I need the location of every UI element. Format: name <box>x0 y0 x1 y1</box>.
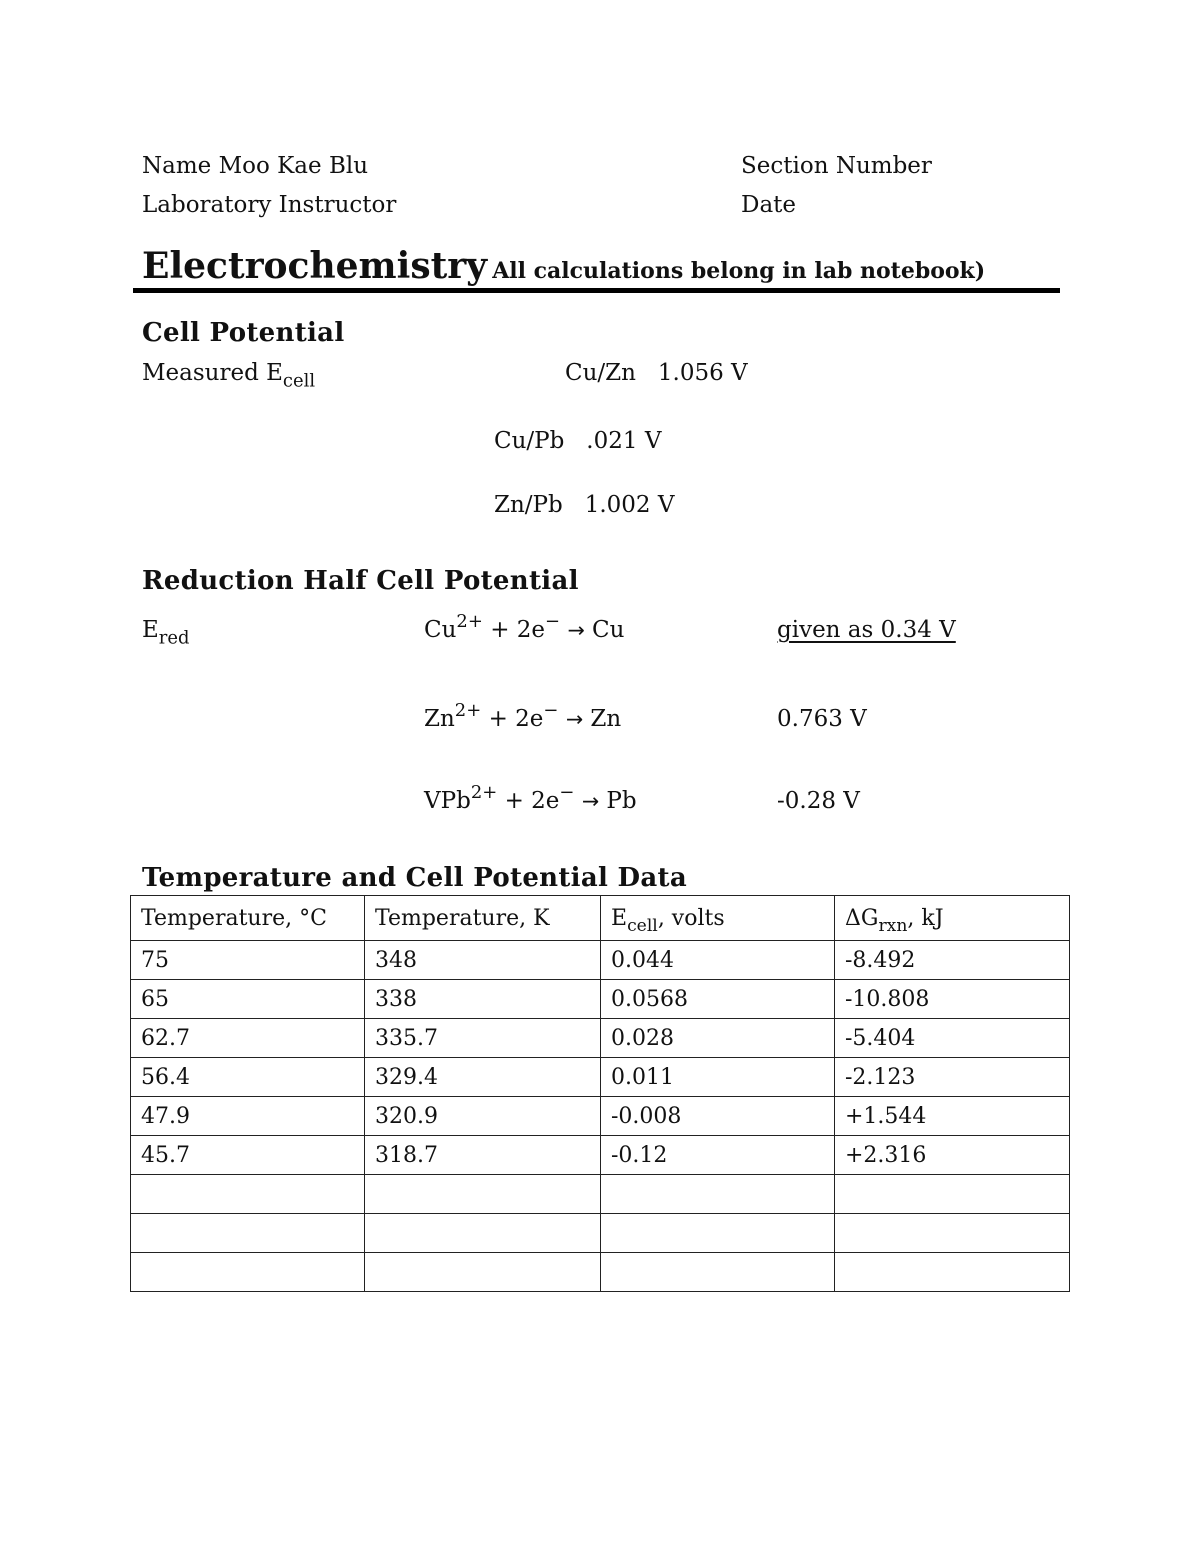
date-field: Date <box>741 192 797 218</box>
header-delta-g: $\Delta G_{rxn}$, kJ <box>835 896 1070 941</box>
section-number-field: Section Number <box>741 153 932 179</box>
table-cell <box>131 1175 365 1214</box>
table-row <box>131 1019 1070 1058</box>
table-row <box>131 1136 1070 1175</box>
table-row <box>131 1214 1070 1253</box>
table-cell: -5.404 <box>835 1019 1070 1058</box>
cell-row-cu-zn <box>565 360 748 386</box>
half-value-cu: given as 0.34 V <box>777 617 956 643</box>
table-cell: -0.008 <box>601 1097 835 1136</box>
cell-pair: Cu/Zn <box>565 360 636 386</box>
title-note: All calculations belong in lab notebook) <box>492 258 986 284</box>
table-cell: 75 <box>131 941 365 980</box>
table-row <box>131 1253 1070 1292</box>
title-main: Electrochemistry <box>142 245 488 287</box>
cell-row-zn-pb <box>494 492 674 518</box>
table-cell: -2.123 <box>835 1058 1070 1097</box>
table-cell: 65 <box>131 980 365 1019</box>
table-cell <box>835 1214 1070 1253</box>
table-row <box>131 941 1070 980</box>
table-cell: 329.4 <box>365 1058 601 1097</box>
table-cell <box>601 1214 835 1253</box>
page-title <box>142 245 985 287</box>
cell-pair: Cu/Pb <box>494 428 565 454</box>
table-cell <box>365 1253 601 1292</box>
cell-pair: Zn/Pb <box>494 492 563 518</box>
instructor-field: Laboratory Instructor <box>142 192 397 218</box>
title-rule <box>133 288 1060 293</box>
table-cell: 348 <box>365 941 601 980</box>
table-header-row <box>131 896 1070 941</box>
table-cell: +2.316 <box>835 1136 1070 1175</box>
table-row <box>131 1058 1070 1097</box>
table-row <box>131 1175 1070 1214</box>
table-cell <box>601 1253 835 1292</box>
header-ecell: $E_{cell}$, volts <box>601 896 835 941</box>
table-cell: 45.7 <box>131 1136 365 1175</box>
table-cell <box>835 1253 1070 1292</box>
table-cell: 335.7 <box>365 1019 601 1058</box>
table-cell: 338 <box>365 980 601 1019</box>
table-cell: +1.544 <box>835 1097 1070 1136</box>
half-reaction-zn: $Zn^{2+} + 2e^- \to Zn$ <box>424 700 622 732</box>
half-value-pb: -0.28 V <box>777 788 860 814</box>
arrow-icon: → <box>565 707 584 731</box>
table-cell: 47.9 <box>131 1097 365 1136</box>
temperature-data-table <box>130 895 1070 1292</box>
table-cell <box>131 1214 365 1253</box>
table-cell <box>365 1214 601 1253</box>
name-field: Name Moo Kae Blu <box>142 153 369 179</box>
table-cell: 0.044 <box>601 941 835 980</box>
half-value-zn: 0.763 V <box>777 706 867 732</box>
reduction-heading: Reduction Half Cell Potential <box>142 566 579 596</box>
table-cell <box>365 1175 601 1214</box>
temperature-data-heading: Temperature and Cell Potential Data <box>142 863 687 893</box>
cell-value: .021 V <box>586 428 662 454</box>
table-cell <box>835 1175 1070 1214</box>
ered-label: $E_{red}$ <box>142 617 190 649</box>
table-cell: 320.9 <box>365 1097 601 1136</box>
table-cell: 0.0568 <box>601 980 835 1019</box>
half-reaction-pb: VPb$^{2+}$ + 2e− → Pb <box>424 782 637 814</box>
arrow-icon: → <box>581 789 600 813</box>
table-cell: -8.492 <box>835 941 1070 980</box>
table-cell: 56.4 <box>131 1058 365 1097</box>
table-cell: -10.808 <box>835 980 1070 1019</box>
measured-ecell-label: Measured $E_{cell}$ <box>142 360 316 392</box>
arrow-icon: → <box>567 618 585 642</box>
table-cell: 0.011 <box>601 1058 835 1097</box>
table-cell <box>601 1175 835 1214</box>
table-cell: 0.028 <box>601 1019 835 1058</box>
header-temp-k: Temperature, K <box>365 896 601 941</box>
table-cell: 62.7 <box>131 1019 365 1058</box>
table-row <box>131 980 1070 1019</box>
cell-row-cu-pb <box>494 428 661 454</box>
cell-potential-heading: Cell Potential <box>142 318 345 348</box>
table-cell: 318.7 <box>365 1136 601 1175</box>
table-cell: -0.12 <box>601 1136 835 1175</box>
table-cell <box>131 1253 365 1292</box>
header-temp-c: Temperature, °C <box>131 896 365 941</box>
table-row <box>131 1097 1070 1136</box>
cell-value: 1.002 V <box>584 492 675 518</box>
half-reaction-cu: $Cu^{2+} + 2e^- \to Cu$ <box>424 611 625 643</box>
cell-value: 1.056 V <box>657 360 748 386</box>
